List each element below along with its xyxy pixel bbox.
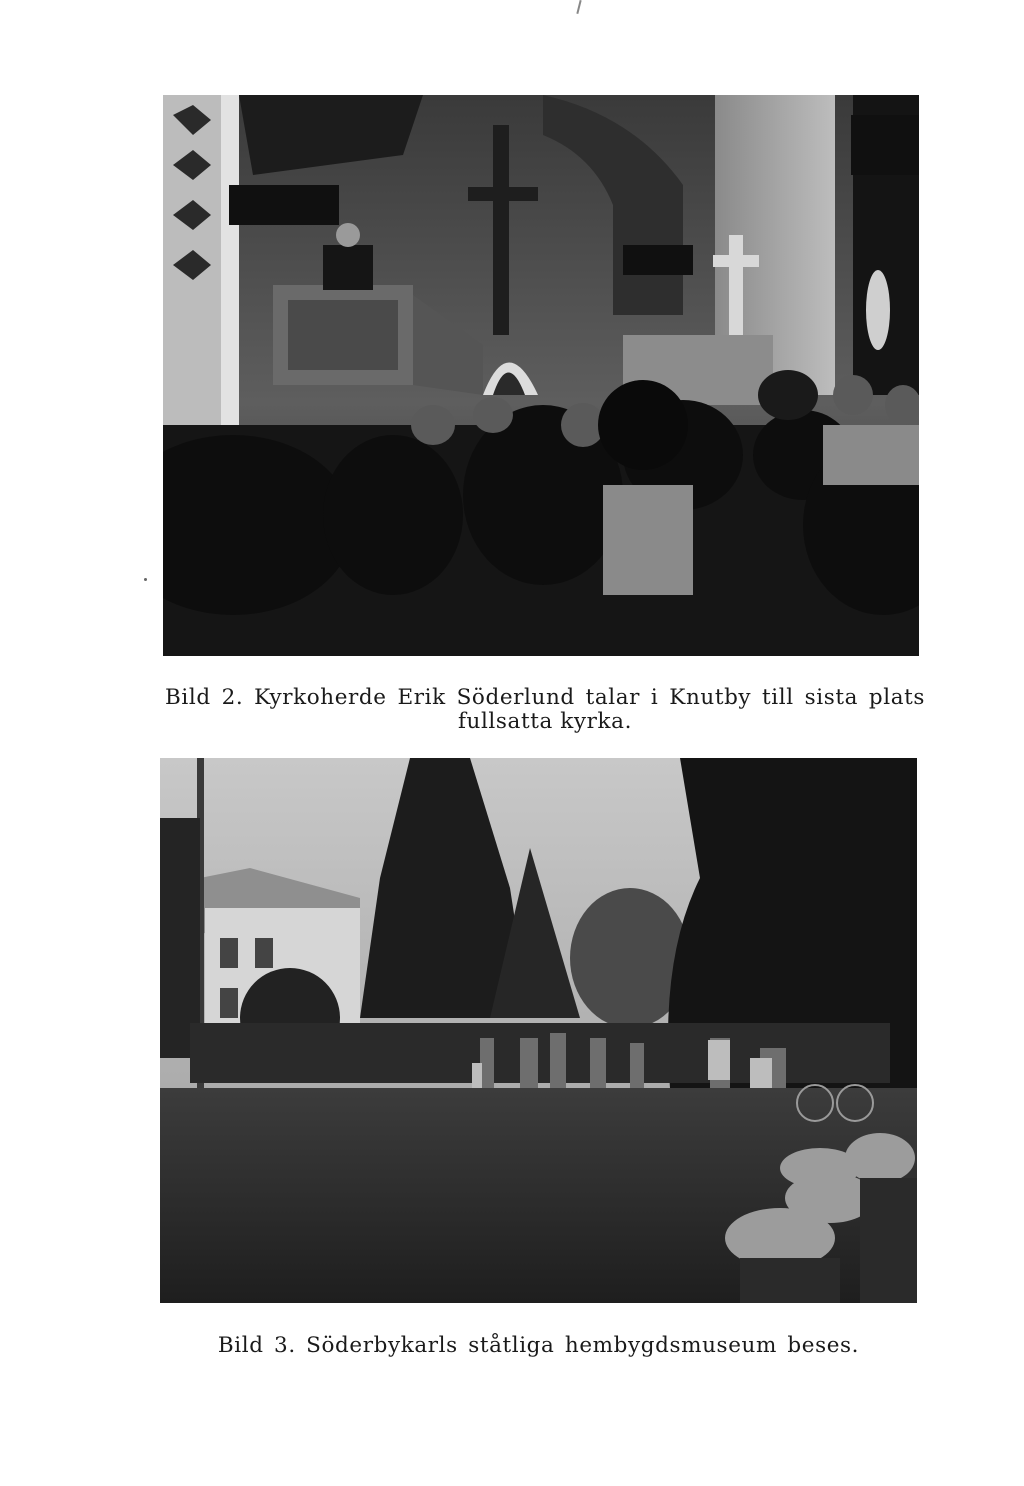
figure-caption-bild-3: Bild 3. Söderbykarls ståtliga hembygdsmuseum beses.	[217, 1333, 860, 1358]
figure-caption-bild-2: Bild 2. Kyrkoherde Erik Söderlund talar i Knutby till sista plats fullsatta kyrka.	[165, 685, 925, 734]
scan-mark	[576, 0, 581, 14]
scan-dot	[144, 578, 147, 581]
church-interior-photo	[163, 95, 919, 656]
outdoor-gathering-photo	[160, 758, 917, 1303]
